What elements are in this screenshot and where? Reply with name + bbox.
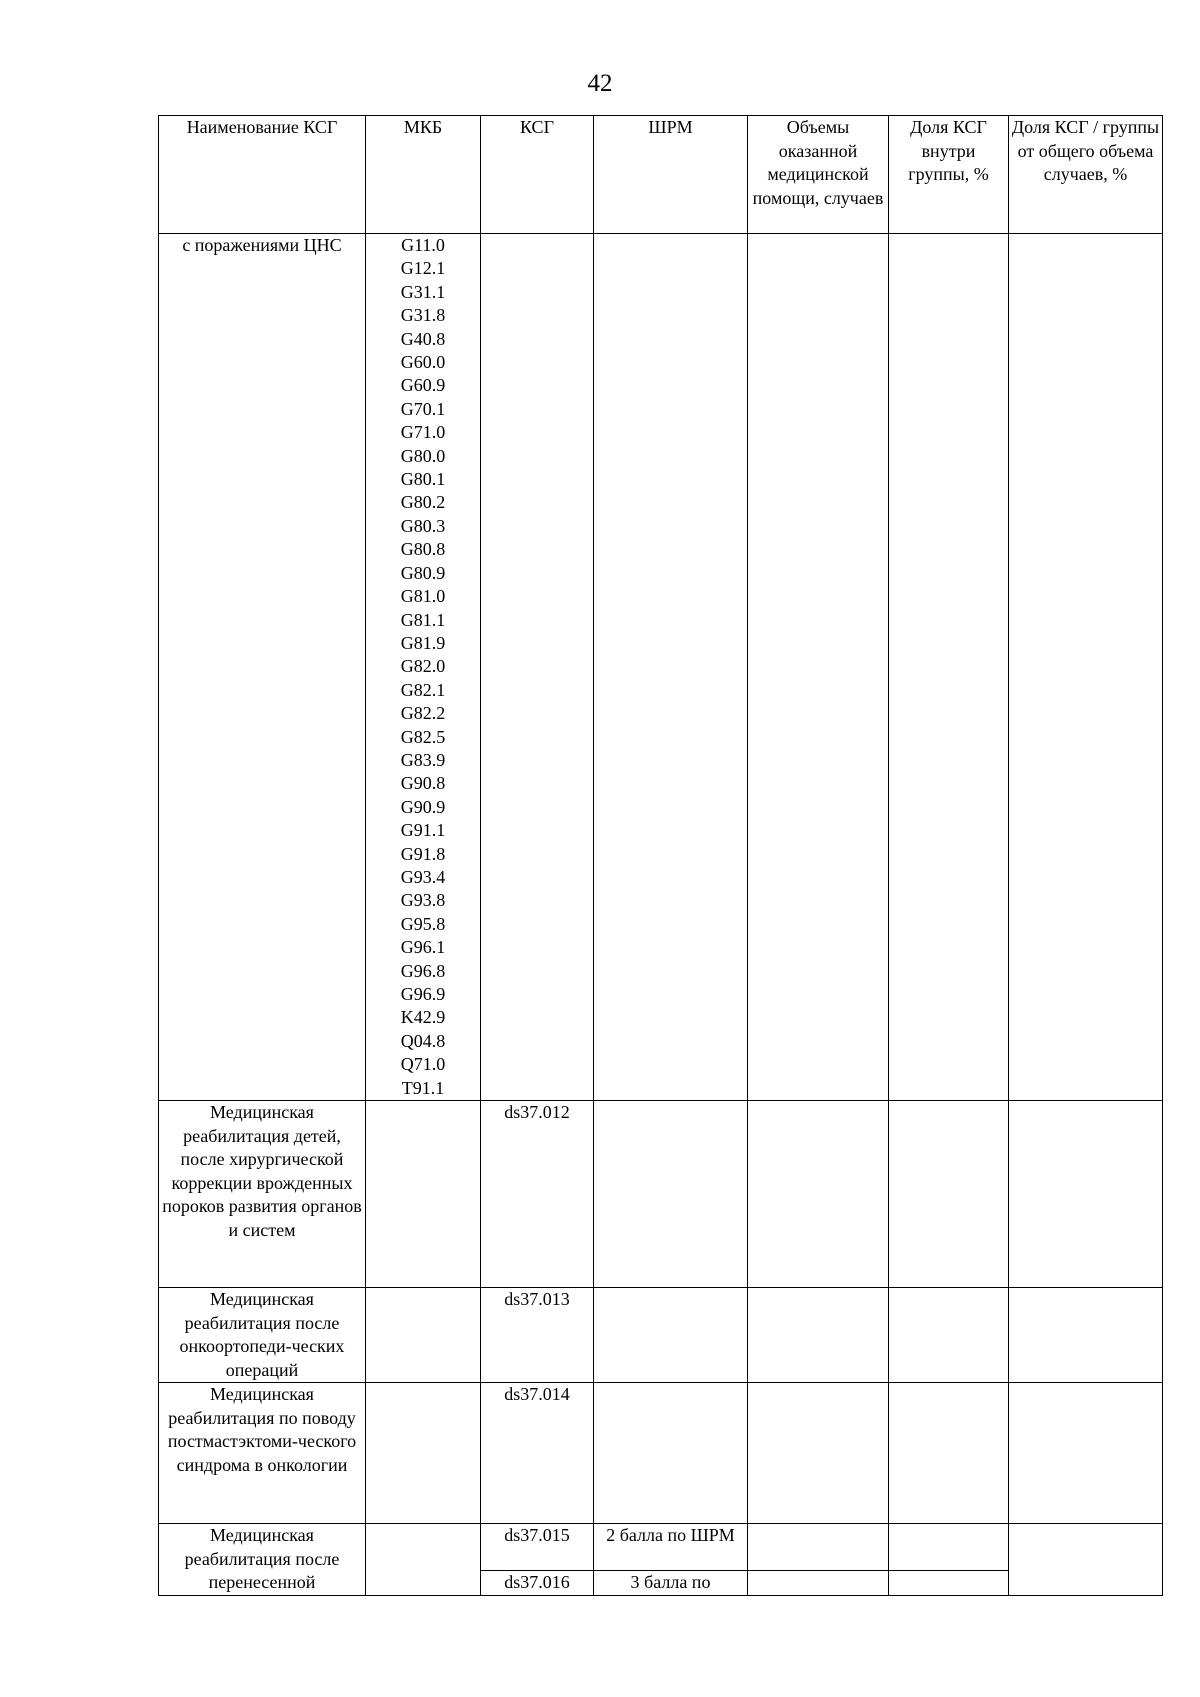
shrm-cell bbox=[594, 234, 748, 1101]
shrm-cell: 2 балла по ШРМ bbox=[594, 1524, 748, 1571]
mkb-code: G82.5 bbox=[400, 726, 446, 747]
ksg-name-cell: с поражениями ЦНС bbox=[159, 234, 366, 1101]
mkb-code: G82.0 bbox=[400, 656, 446, 677]
ksg-name-cell: Медицинская реабилитация после онкоортопеди-ческих операций bbox=[159, 1288, 366, 1383]
mkb-code: G95.8 bbox=[400, 913, 446, 934]
mkb-code: G60.9 bbox=[400, 375, 446, 396]
mkb-code: G96.1 bbox=[400, 937, 446, 958]
shrm-cell bbox=[594, 1101, 748, 1288]
table-row bbox=[159, 234, 1163, 1101]
share-group-cell bbox=[889, 1101, 1009, 1288]
volume-cell bbox=[748, 1288, 889, 1383]
mkb-code: G40.8 bbox=[400, 328, 446, 349]
mkb-code: G96.9 bbox=[400, 984, 446, 1004]
mkb-code: G82.2 bbox=[400, 703, 446, 724]
mkb-code: G80.9 bbox=[400, 562, 446, 583]
mkb-code: G31.8 bbox=[400, 305, 446, 326]
share-total-cell bbox=[1009, 1383, 1163, 1524]
share-group-cell bbox=[889, 1571, 1009, 1596]
mkb-code: G91.8 bbox=[400, 843, 446, 864]
mkb-code: G93.8 bbox=[400, 890, 446, 911]
mkb-code: G80.2 bbox=[400, 492, 446, 513]
header-share-in-group: Доля КСГ внутри группы, % bbox=[889, 116, 1009, 234]
share-group-cell bbox=[889, 1383, 1009, 1524]
mkb-code: G91.1 bbox=[400, 820, 446, 841]
table-row bbox=[159, 1288, 1163, 1383]
mkb-code: K42.9 bbox=[400, 1007, 446, 1028]
ksg-code-cell: ds37.015 bbox=[481, 1524, 594, 1571]
ksg-code-cell: ds37.016 bbox=[481, 1571, 594, 1596]
mkb-code: G31.1 bbox=[400, 281, 446, 302]
mkb-code: G80.3 bbox=[400, 515, 446, 536]
share-group-cell bbox=[889, 1524, 1009, 1571]
mkb-code: T91.1 bbox=[401, 1077, 445, 1098]
mkb-code-cell bbox=[366, 1524, 481, 1596]
ksg-code-cell: ds37.013 bbox=[481, 1288, 594, 1383]
volume-cell bbox=[748, 1101, 889, 1288]
mkb-code: G71.0 bbox=[400, 422, 446, 443]
share-total-cell bbox=[1009, 234, 1163, 1101]
mkb-code: G11.0 bbox=[401, 235, 445, 255]
mkb-code: Q71.0 bbox=[400, 1054, 446, 1075]
mkb-code: G80.1 bbox=[400, 469, 446, 490]
header-mkb: МКБ bbox=[366, 116, 481, 234]
mkb-code: G90.9 bbox=[400, 796, 446, 817]
mkb-code: G70.1 bbox=[400, 398, 446, 419]
shrm-cell bbox=[594, 1288, 748, 1383]
ksg-name-cell: Медицинская реабилитация детей, после хирургической коррекции врожденных пороков развития органов и систем bbox=[159, 1101, 366, 1288]
ksg-code-cell bbox=[481, 234, 594, 1101]
mkb-code: G82.1 bbox=[400, 679, 446, 700]
share-total-cell bbox=[1009, 1524, 1163, 1596]
mkb-code-cell bbox=[366, 1101, 481, 1288]
volume-cell bbox=[748, 234, 889, 1101]
mkb-code: G12.1 bbox=[400, 258, 446, 279]
share-total-cell bbox=[1009, 1288, 1163, 1383]
volume-cell bbox=[748, 1524, 889, 1571]
header-share-total: Доля КСГ / группы от общего объема случаев, % bbox=[1009, 116, 1163, 234]
mkb-code: G80.8 bbox=[400, 539, 446, 560]
shrm-cell bbox=[594, 1383, 748, 1524]
header-ksg-name: Наименование КСГ bbox=[159, 116, 366, 234]
mkb-code: G90.8 bbox=[400, 773, 446, 794]
mkb-code: G60.0 bbox=[400, 352, 446, 373]
mkb-code: G96.8 bbox=[400, 960, 446, 981]
ksg-name-cell: Медицинская реабилитация после перенесенной bbox=[159, 1524, 366, 1596]
ksg-table bbox=[158, 115, 1163, 1596]
mkb-code: G81.9 bbox=[400, 632, 446, 653]
page-number: 42 bbox=[587, 70, 613, 97]
mkb-code: G83.9 bbox=[400, 749, 446, 770]
shrm-cell: 3 балла по bbox=[594, 1571, 748, 1596]
ksg-code-cell: ds37.012 bbox=[481, 1101, 594, 1288]
header-ksg: КСГ bbox=[481, 116, 594, 234]
mkb-code-list bbox=[366, 234, 481, 1101]
header-volumes: Объемы оказанной медицинской помощи, случаев bbox=[748, 116, 889, 234]
header-shrm: ШРМ bbox=[594, 116, 748, 234]
table-row bbox=[159, 1383, 1163, 1524]
share-group-cell bbox=[889, 234, 1009, 1101]
share-group-cell bbox=[889, 1288, 1009, 1383]
mkb-code-cell bbox=[366, 1383, 481, 1524]
ksg-name-cell: Медицинская реабилитация по поводу постмастэктоми-ческого синдрома в онкологии bbox=[159, 1383, 366, 1524]
mkb-code: G80.0 bbox=[400, 445, 446, 466]
volume-cell bbox=[748, 1383, 889, 1524]
share-total-cell bbox=[1009, 1101, 1163, 1288]
mkb-code: G81.1 bbox=[400, 609, 446, 630]
mkb-code: G93.4 bbox=[400, 866, 446, 887]
mkb-code: Q04.8 bbox=[400, 1030, 446, 1051]
volume-cell bbox=[748, 1571, 889, 1596]
mkb-code-cell bbox=[366, 1288, 481, 1383]
table-row bbox=[159, 1101, 1163, 1288]
mkb-code: G81.0 bbox=[400, 586, 446, 607]
table-header-row bbox=[159, 116, 1163, 234]
ksg-code-cell: ds37.014 bbox=[481, 1383, 594, 1524]
table-row bbox=[159, 1524, 1163, 1571]
